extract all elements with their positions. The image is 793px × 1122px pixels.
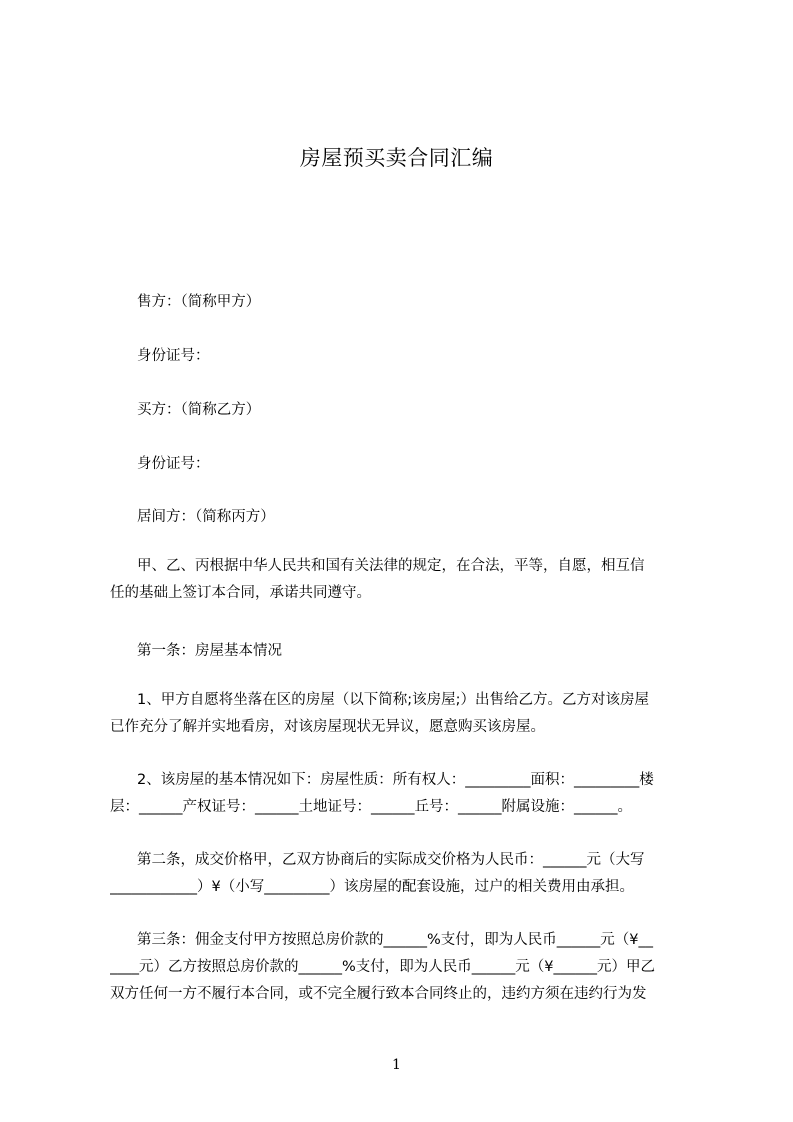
intro-line-1: 甲、乙、丙根据中华人民共和国有关法律的规定，在合法，平等，自愿，相互信	[137, 558, 645, 574]
buyer-line: 买方：（简称乙方）	[137, 402, 261, 418]
article-3-line-1: 第三条：佣金支付甲方按照总房价款的______%支付，即为人民币______元（¥__	[137, 932, 654, 948]
clause-1-line-1: 1、甲方自愿将坐落在区的房屋（以下简称;该房屋;）出售给乙方。乙方对该房屋	[137, 692, 649, 708]
intro-paragraph	[110, 553, 710, 607]
clause-2-line-1: 2、该房屋的基本情况如下：房屋性质：所有权人：_________面积：_________楼	[137, 772, 654, 788]
article-3-line-2: ____元）乙方按照总房价款的______%支付，即为人民币______元（¥______元）甲乙	[110, 959, 656, 975]
clause-1-line-2: 已作充分了解并实地看房，对该房屋现状无异议，愿意购买该房屋。	[110, 719, 545, 735]
seller-id-line: 身份证号：	[137, 348, 210, 364]
document-title: 房屋预买卖合同汇编	[299, 146, 494, 170]
clause-2-paragraph	[110, 767, 710, 821]
page-number: 1	[392, 1057, 401, 1073]
article-2-paragraph	[110, 847, 710, 901]
article-1-heading: 第一条：房屋基本情况	[137, 643, 282, 659]
article-3-line-3: 双方任何一方不履行本合同，或不完全履行致本合同终止的，违约方须在违约行为发	[110, 986, 647, 1002]
seller-line: 售方：（简称甲方）	[137, 294, 261, 310]
buyer-id-line: 身份证号：	[137, 456, 210, 472]
agent-line: 居间方：（简称丙方）	[137, 509, 275, 525]
article-2-line-2: ____________）¥（小写_________）该房屋的配套设施，过户的相关费用由承担。	[110, 879, 634, 895]
article-3-paragraph	[110, 927, 710, 1008]
article-2-line-1: 第二条，成交价格甲，乙双方协商后的实际成交价格为人民币：______元（大写	[137, 852, 645, 868]
clause-1-paragraph	[110, 687, 710, 741]
clause-2-line-2: 层：______产权证号：______土地证号：______丘号：______附属设施：______。	[110, 799, 632, 815]
intro-line-2: 任的基础上签订本合同，承诺共同遵守。	[110, 585, 371, 601]
